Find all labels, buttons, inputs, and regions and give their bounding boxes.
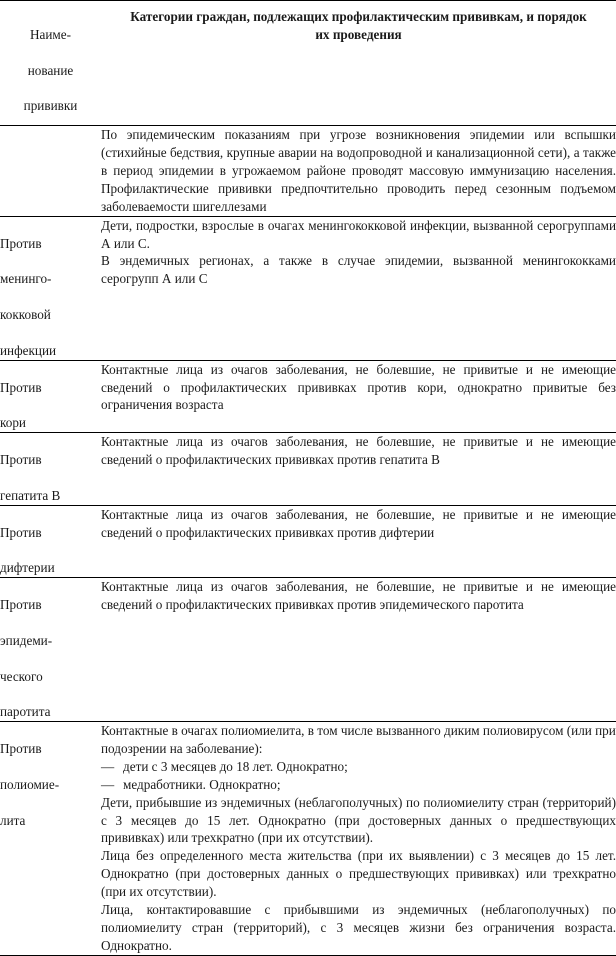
table-row: [0, 505, 616, 578]
description-paragraph: Контактные лица из очагов заболевания, не болевшие, не привитые и не имеющие сведений о профилактических прививках против дифтерии: [101, 506, 616, 540]
table-body: [0, 126, 616, 955]
vaccine-name-line: кори: [0, 415, 26, 431]
vaccine-name-line: Против: [0, 235, 42, 251]
vaccine-name-cell: [0, 360, 101, 433]
vaccine-name-line: гепатита В: [0, 487, 61, 503]
vaccine-name-line: паротита: [0, 704, 51, 720]
description-paragraph: Контактные лица из очагов заболевания, не болевшие, не привитые и не имеющие сведений о профилактических прививках против гепатита В: [101, 434, 616, 467]
description-paragraph: Дети, прибывшие из эндемичных (неблагополучных) по полиомиелиту стран (территорий) с 3 месяцев до 15 лет. Однократно (при достоверных данных о предшествующих прививках) или трехкратно (при их отсутствии).: [101, 794, 616, 846]
vaccine-description-cell: [101, 433, 616, 506]
vaccine-name-line: эпидеми-: [0, 632, 53, 648]
description-paragraph: В эндемичных регионах, а также в случае эпидемии, вызванной менингококками серогрупп А или С: [101, 253, 616, 287]
description-paragraph: Лица, контактировавшие с прибывшими из эндемичных (неблагополучных) по полиомиелиту стран (территорий), с 3 месяцев жизни без ограничения возраста. Однократно.: [101, 901, 616, 953]
vaccine-name-line: кокковой: [0, 307, 51, 322]
table-row: [0, 578, 616, 722]
vaccine-description-cell: [101, 216, 616, 360]
vaccine-description-cell: [101, 505, 616, 578]
vaccine-name-cell: [0, 126, 101, 216]
vaccine-name-line: Против: [0, 741, 42, 756]
column-header-vaccine-name: [0, 1, 101, 126]
vaccine-name-cell: [0, 216, 101, 360]
description-paragraph: Лица без определенного места жительства (при их выявлении) с 3 месяцев до 15 лет. Однократно (при достоверных данных о предшествующих прививках) или трехкратно (при их отсутствии).: [101, 848, 616, 899]
vaccine-name-cell: [0, 578, 101, 722]
vaccine-description-cell: [101, 722, 616, 955]
vaccine-name-line: дифтерии: [0, 560, 55, 576]
vaccine-name-line: Против: [0, 452, 42, 467]
vaccine-description-cell: [101, 360, 616, 433]
description-paragraph: Контактные лица из очагов заболевания, не болевшие, не привитые и не имеющие сведений о профилактических прививках против кори, однократно привитые без ограничения возраста: [101, 361, 616, 413]
vaccine-name-line: ческого: [0, 668, 43, 684]
vaccine-name-line: инфекции: [0, 342, 57, 358]
vaccine-description-cell: [101, 578, 616, 722]
description-bullet-text: медработники. Однократно;: [123, 776, 281, 792]
vaccine-name-line: Против: [0, 379, 42, 395]
vaccine-name-line: Против: [0, 597, 42, 612]
table-header: [0, 1, 616, 126]
vaccine-name-cell: [0, 722, 101, 955]
vaccine-name-line: менинго-: [0, 271, 52, 287]
column-header-line-2: нование: [27, 62, 74, 78]
description-paragraph: Контактные лица из очагов заболевания, не болевшие, не привитые и не имеющие сведений о профилактических прививках против эпидемического паротита: [101, 579, 616, 612]
vaccine-name-cell: [0, 433, 101, 506]
vaccine-description-cell: [101, 126, 616, 216]
description-paragraph: По эпидемическим показаниям при угрозе возникновения эпидемии или вспышки (стихийные бедствия, крупные аварии на водопроводной и канализационной сети), а также в период эпидемии в угрожаемом районе проводят массовую иммунизацию населения. Профилактические прививки предпочтительно проводить перед сезонным подъемом заболеваемости шигеллезами: [101, 127, 616, 214]
description-paragraph: Дети, подростки, взрослые в очагах менингококковой инфекции, вызванной серогруппами А или С.: [101, 217, 616, 251]
table-row: [0, 216, 616, 360]
em-dash-icon: —: [101, 776, 115, 792]
description-bullet: [101, 776, 616, 794]
table-row: [0, 722, 616, 955]
table-header-row: [0, 1, 616, 126]
vaccine-name-line: полиомие-: [0, 776, 60, 792]
column-header-line-1: Наиме-: [29, 26, 72, 42]
table-row: [0, 433, 616, 506]
description-bullet-text: дети с 3 месяцев до 18 лет. Однократно;: [123, 758, 348, 774]
column-header-categories: Категории граждан, подлежащих профилактическим прививкам, и порядок их проведения: [101, 1, 616, 126]
em-dash-icon: —: [101, 758, 115, 774]
description-paragraph: Контактные в очагах полиомиелита, в том числе вызванного диким полиовирусом (или при подозрении на заболевание):: [101, 723, 616, 756]
vaccine-name-cell: [0, 505, 101, 578]
table-row: [0, 126, 616, 216]
table-row: [0, 360, 616, 433]
vaccine-name-line: Против: [0, 524, 42, 540]
vaccine-name-line: лита: [0, 812, 26, 828]
description-bullet: [101, 758, 616, 776]
column-header-line-3: прививки: [23, 98, 78, 114]
